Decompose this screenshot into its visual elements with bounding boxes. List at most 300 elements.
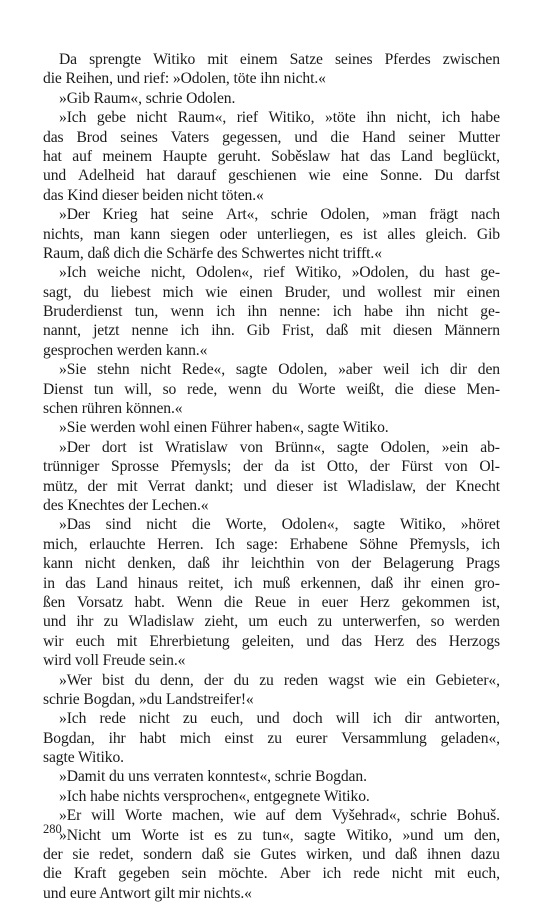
text-line (43, 166, 500, 185)
text-word: Odolen«, (281, 516, 339, 534)
text-word: um (248, 613, 269, 631)
text-word: Přemysls; (170, 458, 232, 476)
text-word: mit (434, 865, 456, 883)
text-line: gesprochen werden kann.« (43, 341, 208, 359)
text-line (43, 632, 500, 651)
text-word: Witiko, (268, 109, 315, 127)
text-word: Herren. (157, 535, 204, 553)
text-word: des (416, 632, 437, 650)
text-word: gekommen (401, 593, 470, 611)
text-word: Verrat (147, 477, 186, 495)
text-word: habt (139, 729, 166, 747)
text-word: Otto, (326, 458, 359, 476)
text-word: Odolen, (278, 361, 328, 379)
text-word: »Wer (59, 671, 92, 689)
text-word: du (233, 671, 250, 689)
text-word: Worte, (225, 516, 267, 534)
text-word: Gebieter«, (435, 671, 500, 689)
text-word: sagte (235, 361, 268, 379)
text-word: ich (180, 322, 200, 340)
text-word: »Odolen, (351, 264, 409, 282)
text-word: dazu (470, 846, 500, 864)
text-word: nichts, (43, 225, 84, 243)
text-word: erlauchte (89, 535, 146, 553)
text-word: Rede«, (181, 361, 226, 379)
text-word: Adelheid (78, 167, 135, 185)
text-word: »höret (460, 516, 500, 534)
text-line (43, 574, 500, 593)
text-word: zu (237, 826, 252, 844)
text-word: »Ich (59, 109, 87, 127)
text-word: du (419, 264, 435, 282)
text-word: schrie (410, 807, 447, 825)
text-word: tun (93, 380, 114, 398)
text-word: unterwerfen, (342, 613, 421, 631)
text-line (43, 438, 500, 457)
text-word: Witiko (153, 51, 196, 68)
text-word: und (43, 613, 67, 631)
text-word: so (162, 380, 177, 398)
text-word: doch (292, 710, 323, 728)
text-word: Witiko, (399, 516, 446, 534)
text-word: nicht (146, 516, 177, 534)
text-word: euer (321, 593, 348, 611)
text-word: geruht. (217, 147, 261, 165)
text-word: zieht, (204, 613, 239, 631)
text-word: »Der (59, 206, 90, 224)
text-word: machen, (171, 807, 224, 825)
text-word: es (339, 225, 353, 243)
text-word: mütz, (43, 477, 78, 495)
text-word: trünniger (43, 458, 100, 476)
text-word: in (43, 574, 55, 592)
text-word: will, (124, 380, 152, 398)
text-word: nenne: (279, 303, 321, 321)
text-word: mich (162, 283, 194, 301)
text-word: da (274, 458, 289, 476)
text-word: Wenn (176, 593, 213, 611)
text-word: sagte (304, 826, 336, 844)
text-word: Haupte (162, 147, 208, 165)
text-word: »Nicht (59, 826, 101, 844)
text-word: Hand (362, 128, 396, 146)
text-word: siegen (170, 225, 210, 243)
text-word: Männern (444, 322, 500, 340)
text-line (43, 729, 500, 748)
text-word: ist (138, 438, 154, 456)
text-word: Herz (374, 632, 404, 650)
text-word: Worte (298, 380, 336, 398)
text-word: der (351, 555, 372, 573)
text-word: der (43, 846, 63, 864)
text-line (43, 826, 500, 845)
text-word: Krieg (102, 206, 138, 224)
text-word: »Das (59, 516, 91, 534)
text-word: und (362, 846, 386, 864)
text-word: sondern (143, 846, 192, 864)
text-word: zwischen (442, 51, 500, 68)
text-word: einen (430, 574, 464, 592)
text-line: die Reihen, und rief: »Odolen, töte ihn nicht.« (43, 70, 326, 88)
text-word: ich (233, 574, 253, 592)
text-line: »Ich habe nichts versprochen«, entgegnete Witiko. (59, 787, 370, 805)
text-word: Men- (466, 380, 500, 398)
text-word: seines (120, 128, 158, 146)
text-word: »und (402, 826, 434, 844)
text-word: beglückt, (443, 147, 500, 165)
text-word: kann (130, 225, 161, 243)
text-word: ihn. (211, 322, 235, 340)
text-word: Ol- (479, 458, 500, 476)
text-word: wenn (227, 380, 262, 398)
text-word: habt. (134, 593, 165, 611)
text-word: sie (233, 846, 251, 864)
text-word: und (43, 167, 67, 185)
text-word: ich (441, 109, 461, 127)
text-word: frägt (429, 206, 459, 224)
text-word: Gutes (260, 846, 297, 864)
text-word: Prags (465, 555, 500, 573)
text-word: ist, (481, 593, 500, 611)
text-word: ihn (366, 109, 386, 127)
text-line: sagte Witiko. (43, 749, 124, 767)
text-word: sein (181, 865, 207, 883)
text-line (43, 457, 500, 476)
text-word: hat (150, 206, 170, 224)
text-word: so (430, 613, 445, 631)
text-word: ihr (403, 574, 421, 592)
text-word: Versammlung (341, 729, 427, 747)
text-word: sprengte (89, 51, 142, 68)
text-word: Ehrerbietung (149, 632, 230, 650)
text-word: wir (43, 632, 64, 650)
text-word: wie (233, 807, 256, 825)
text-word: Worte (141, 826, 179, 844)
text-word: sagte (353, 516, 385, 534)
text-word: seine (181, 206, 214, 224)
text-word: zu (259, 671, 274, 689)
text-word: mit (360, 322, 381, 340)
text-word: dem (295, 807, 322, 825)
text-word: Vorsatz (76, 593, 123, 611)
text-word: es (214, 826, 227, 844)
text-word: der (87, 477, 108, 495)
text-word: Du (434, 167, 454, 185)
text-word: mit (116, 632, 138, 650)
text-word: euch (75, 632, 105, 650)
text-word: Belagerung (382, 555, 454, 573)
text-word: »man (382, 206, 417, 224)
text-word: oder (219, 225, 247, 243)
body-text (43, 50, 500, 903)
text-word: Sonne. (380, 167, 423, 185)
text-word: die (223, 593, 243, 611)
text-word: in (297, 593, 310, 611)
text-word: dir (449, 361, 467, 379)
text-word: Vaters (170, 128, 210, 146)
text-word: »töte (325, 109, 356, 127)
text-line: des Knechtes der Lechen.« (43, 496, 209, 514)
text-word: daß (326, 322, 349, 340)
text-line: Raum, daß dich die Schärfe des Schwertes nicht trifft.« (43, 244, 382, 262)
text-line (43, 709, 500, 728)
text-word: mich (179, 729, 211, 747)
text-word: nicht (84, 555, 116, 573)
text-line (43, 671, 500, 690)
text-word: mit (207, 51, 228, 68)
text-word: »Sie (59, 361, 87, 379)
text-word: ich (216, 303, 236, 321)
text-word: Ich (215, 535, 235, 553)
text-line (43, 108, 500, 127)
text-word: alles (387, 225, 416, 243)
text-word: wenn (170, 303, 204, 321)
text-word: wie (205, 283, 228, 301)
text-word: möchte. (218, 865, 268, 883)
text-line (43, 360, 500, 379)
text-word: hinaus (137, 574, 178, 592)
text-word: und (243, 477, 267, 495)
text-word: gegessen, (222, 128, 282, 146)
text-word: tun, (134, 303, 159, 321)
text-word: ge- (480, 303, 500, 321)
text-line: »Gib Raum«, schrie Odolen. (59, 89, 236, 107)
text-word: Soběslaw (271, 147, 331, 165)
text-line (43, 806, 500, 825)
text-word: Wladislaw (128, 613, 195, 631)
text-word: »Ich (59, 264, 87, 282)
text-word: man (93, 225, 121, 243)
text-line (43, 302, 500, 321)
text-word: jetzt (93, 322, 120, 340)
text-word: Raum«, (177, 109, 227, 127)
text-word: eine (342, 167, 369, 185)
text-word: denken, (127, 555, 176, 573)
text-word: wagst (328, 671, 365, 689)
text-word: von (316, 555, 340, 573)
text-line (43, 515, 500, 534)
text-word: rede (353, 865, 380, 883)
text-word: gro- (474, 574, 500, 592)
text-word: »Ich (59, 710, 87, 728)
text-word: den, (473, 826, 500, 844)
text-word: ist (323, 477, 338, 495)
text-word: euch, (210, 710, 244, 728)
text-line (43, 612, 500, 631)
text-line (43, 50, 500, 69)
text-word: sie (72, 846, 90, 864)
text-word: Bruderdienst (43, 303, 123, 321)
text-word: das (341, 632, 362, 650)
text-word: »ein (441, 438, 469, 456)
text-word: will (335, 710, 360, 728)
text-word: ihn (247, 303, 268, 321)
text-word: hat (43, 147, 62, 165)
text-word: von (444, 458, 468, 476)
text-word: rede (99, 710, 126, 728)
text-word: Frist, (281, 322, 314, 340)
text-word: zu (317, 613, 333, 631)
text-line (43, 263, 500, 282)
text-word: dort (101, 438, 127, 456)
text-word: eurer (295, 729, 328, 747)
text-word: nicht (136, 109, 168, 127)
text-word: daß (187, 555, 210, 573)
text-word: zu (182, 710, 198, 728)
text-word: du (272, 380, 288, 398)
text-word: zu (103, 613, 119, 631)
text-line (43, 147, 500, 166)
text-word: die (330, 128, 350, 146)
text-word: euch, (467, 865, 500, 883)
text-word: reitet, (188, 574, 224, 592)
text-word: gegeben (118, 865, 170, 883)
text-word: Fürst (401, 458, 433, 476)
text-word: bist (102, 671, 125, 689)
text-word: ich (322, 865, 342, 883)
text-word: Erhabene (289, 535, 348, 553)
text-line (43, 554, 500, 573)
text-word: nicht, (151, 264, 186, 282)
text-word: ihr (76, 613, 94, 631)
text-word: wirken, (305, 846, 353, 864)
text-word: du (83, 283, 99, 301)
text-word: Odolen, (320, 206, 370, 224)
text-line (43, 283, 500, 302)
text-word: das (43, 128, 64, 146)
text-word: »Der (59, 438, 90, 456)
text-word: reden (283, 671, 319, 689)
text-word: die (191, 516, 211, 534)
text-word: ab- (480, 438, 500, 456)
text-word: darfst (465, 167, 500, 185)
text-line (43, 845, 500, 864)
text-word: hat (340, 147, 360, 165)
text-word: Brünn«, (274, 438, 325, 456)
text-word: ihr (108, 729, 126, 747)
text-word: ßen (43, 593, 66, 611)
text-word: wie (308, 167, 331, 185)
text-word: euch (278, 613, 308, 631)
text-word: sind (105, 516, 132, 534)
text-line: »Sie werden wohl einen Führer haben«, sagte Witiko. (59, 419, 389, 437)
text-word: habe (470, 109, 500, 127)
text-word: Brod (76, 128, 108, 146)
text-word: mich, (43, 535, 78, 553)
text-word: Odolen«, (196, 264, 253, 282)
text-word: Mutter (458, 128, 500, 146)
text-word: weil (383, 361, 410, 379)
text-word: und (306, 632, 330, 650)
text-word: Reue (254, 593, 287, 611)
text-word: Herz (359, 593, 390, 611)
text-word: nach (470, 206, 500, 224)
text-word: ich (332, 303, 352, 321)
text-word: weiche (96, 264, 141, 282)
text-word: nicht, (396, 109, 431, 127)
text-word: schrie (270, 206, 308, 224)
text-word: Pferdes (384, 51, 431, 68)
text-word: leichthin (250, 555, 305, 573)
text-word: der (203, 671, 224, 689)
text-word: diesen (392, 322, 433, 340)
text-word: Wratislaw (165, 438, 228, 456)
text-line (43, 128, 500, 147)
text-word: ihnen (426, 846, 462, 864)
text-word: sagte (336, 438, 369, 456)
text-word: daß (370, 574, 394, 592)
text-word: seines (334, 51, 373, 68)
text-word: Söhne (359, 535, 398, 553)
text-word: nenne (131, 322, 169, 340)
text-word: ich (420, 361, 440, 379)
text-word: hat (146, 167, 166, 185)
text-word: stehn (97, 361, 130, 379)
text-word: habe (363, 303, 393, 321)
text-line: wird voll Freude sein.« (43, 652, 186, 670)
text-word: der (425, 477, 446, 495)
text-word: daß (395, 846, 418, 864)
text-word: darauf (177, 167, 217, 185)
text-word: meinem (102, 147, 153, 165)
text-word: Worte (124, 807, 163, 825)
text-word: redet, (99, 846, 134, 864)
text-word: einst (224, 729, 254, 747)
text-word: der (369, 458, 390, 476)
text-word: Přemysls, (409, 535, 470, 553)
text-word: einem (239, 51, 278, 68)
text-word: ist (362, 225, 378, 243)
text-line (43, 380, 500, 399)
text-word: seiner (408, 128, 446, 146)
text-word: Kraft (73, 865, 107, 883)
text-word: du (134, 671, 150, 689)
text-word: erkennen, (300, 574, 361, 592)
text-word: nicht (391, 865, 423, 883)
text-word: und (256, 710, 280, 728)
text-word: Witiko, (295, 264, 342, 282)
text-word: antworten, (434, 710, 500, 728)
text-line (43, 535, 500, 554)
text-word: Bogdan, (43, 729, 95, 747)
text-word: denn, (160, 671, 194, 689)
text-word: muß (262, 574, 291, 592)
text-word: die (394, 380, 414, 398)
text-word: auf (72, 147, 92, 165)
text-word: Odolen, (380, 438, 430, 456)
text-line: schen rühren können.« (43, 400, 183, 418)
text-line (43, 225, 500, 244)
text-word: sagt, (43, 283, 72, 301)
text-word: wie (374, 671, 397, 689)
text-word: wollest (377, 283, 422, 301)
text-word: dir (404, 710, 422, 728)
text-line (43, 205, 500, 224)
text-word: Bohuš. (456, 807, 500, 825)
text-word: Knecht (455, 477, 500, 495)
text-line (43, 477, 500, 496)
text-word: auf (265, 807, 286, 825)
text-word: nicht (139, 710, 170, 728)
text-word: nicht (437, 303, 468, 321)
text-word: weißt, (346, 380, 385, 398)
text-word: zu (267, 729, 282, 747)
text-word: liebest (110, 283, 151, 301)
text-word: nannt, (43, 322, 81, 340)
text-word: um (443, 826, 464, 844)
text-word: unterliegen, (256, 225, 330, 243)
text-word: gebe (96, 109, 126, 127)
